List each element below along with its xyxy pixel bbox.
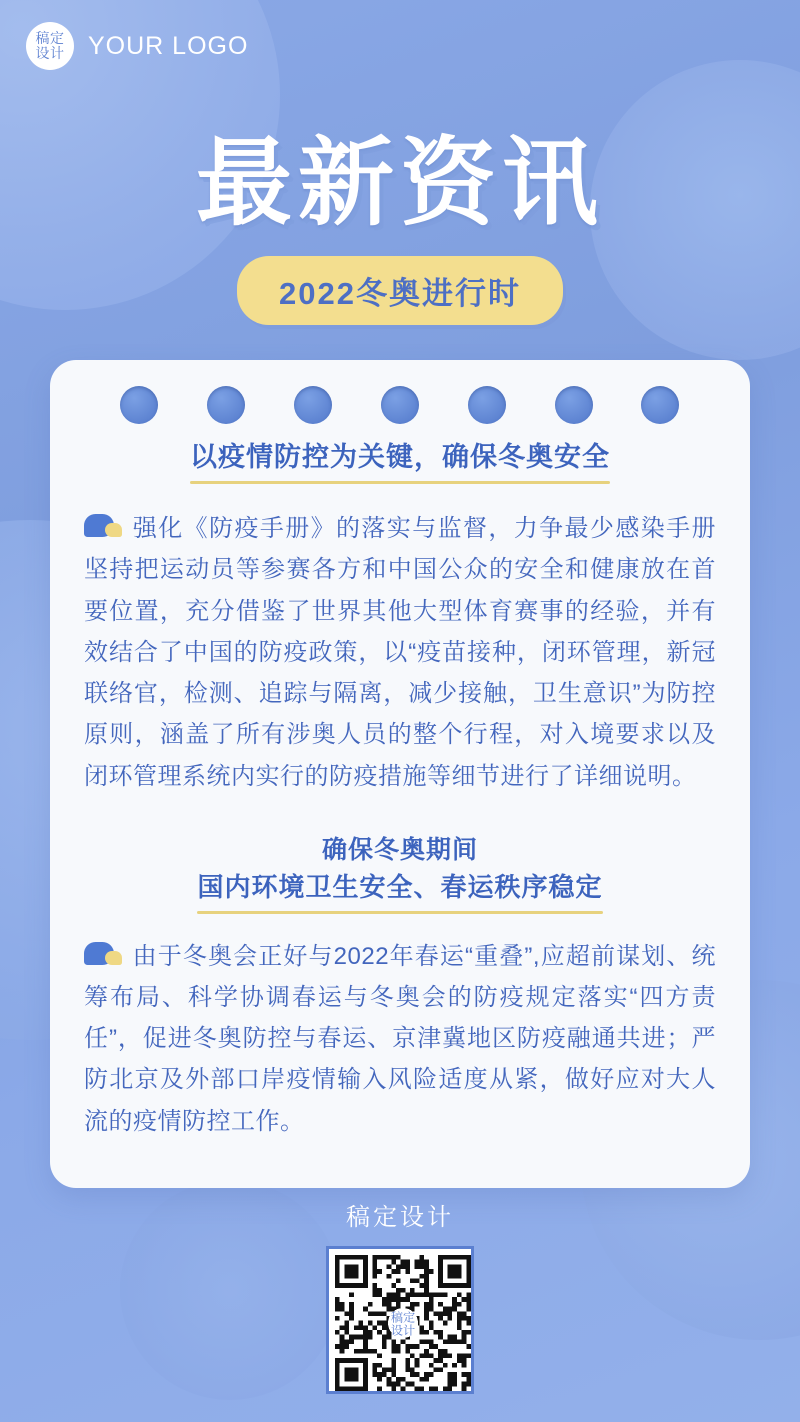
punch-hole-icon (641, 386, 679, 424)
logo-text: YOUR LOGO (88, 31, 249, 60)
punch-hole-row (50, 386, 750, 424)
brand-badge-line2: 设计 (35, 45, 65, 61)
brand-logo (26, 22, 248, 70)
headline-subtitle-row (0, 256, 800, 325)
punch-hole-icon (555, 386, 593, 424)
footer (0, 1197, 800, 1394)
section1-heading-text: 以疫情防控为关键，确保冬奥安全 (190, 442, 610, 473)
section2-heading (84, 831, 716, 914)
qr-code-image (335, 1255, 471, 1391)
section2-paragraph (84, 936, 716, 1142)
svg-text:稿定: 稿定 (390, 1310, 416, 1325)
punch-hole-icon (468, 386, 506, 424)
section2-paragraph-text: 由于冬奥会正好与2022年春运“重叠”,应超前谋划、统筹布局、科学协调春运与冬奥会的防疫规定落实“四方责任”，促进冬奥防控与春运、京津冀地区防疫融通共进；严防北京及外部口岸疫情输入风险适度从紧，做好应对大人流的疫情防控工作。 (84, 942, 716, 1135)
section1-paragraph (84, 508, 716, 797)
page-title: 最新资讯 (196, 126, 604, 239)
svg-text:设计: 设计 (390, 1323, 416, 1338)
headline-subtitle-badge: 2022冬奥进行时 (237, 256, 563, 325)
speech-bubble-icon (84, 514, 128, 540)
section1-heading-wrap (84, 438, 716, 484)
brand-badge-line1: 稿定 (35, 30, 65, 47)
headline-block (0, 128, 800, 325)
punch-hole-icon (207, 386, 245, 424)
footer-label: 稿定设计 (346, 1204, 454, 1231)
section1-heading (190, 438, 610, 484)
heading-underline (190, 481, 610, 484)
qr-code[interactable] (326, 1246, 474, 1394)
brand-badge-icon (26, 22, 74, 70)
speech-bubble-icon (84, 942, 128, 968)
content-card (50, 360, 750, 1188)
section2-heading-line2-wrap (197, 869, 602, 914)
punch-hole-icon (120, 386, 158, 424)
heading-underline (197, 911, 602, 914)
section2-heading-line2: 国内环境卫生安全、春运秩序稳定 (197, 872, 603, 903)
section2-heading-line1: 确保冬奥期间 (321, 835, 478, 864)
punch-hole-icon (294, 386, 332, 424)
section1-paragraph-text: 强化《防疫手册》的落实与监督，力争最少感染手册坚持把运动员等参赛各方和中国公众的安全和健康放在首要位置，充分借鉴了世界其他大型体育赛事的经验，并有效结合了中国的防疫政策，以“疫苗接种，闭环管理，新冠联络官，检测、追踪与隔离，减少接触，卫生意识”为防控原则，涵盖了所有涉奥人员的整个行程，对入境要求以及闭环管理系统内实行的防疫措施等细节进行了详细说明。 (84, 515, 716, 790)
punch-hole-icon (381, 386, 419, 424)
